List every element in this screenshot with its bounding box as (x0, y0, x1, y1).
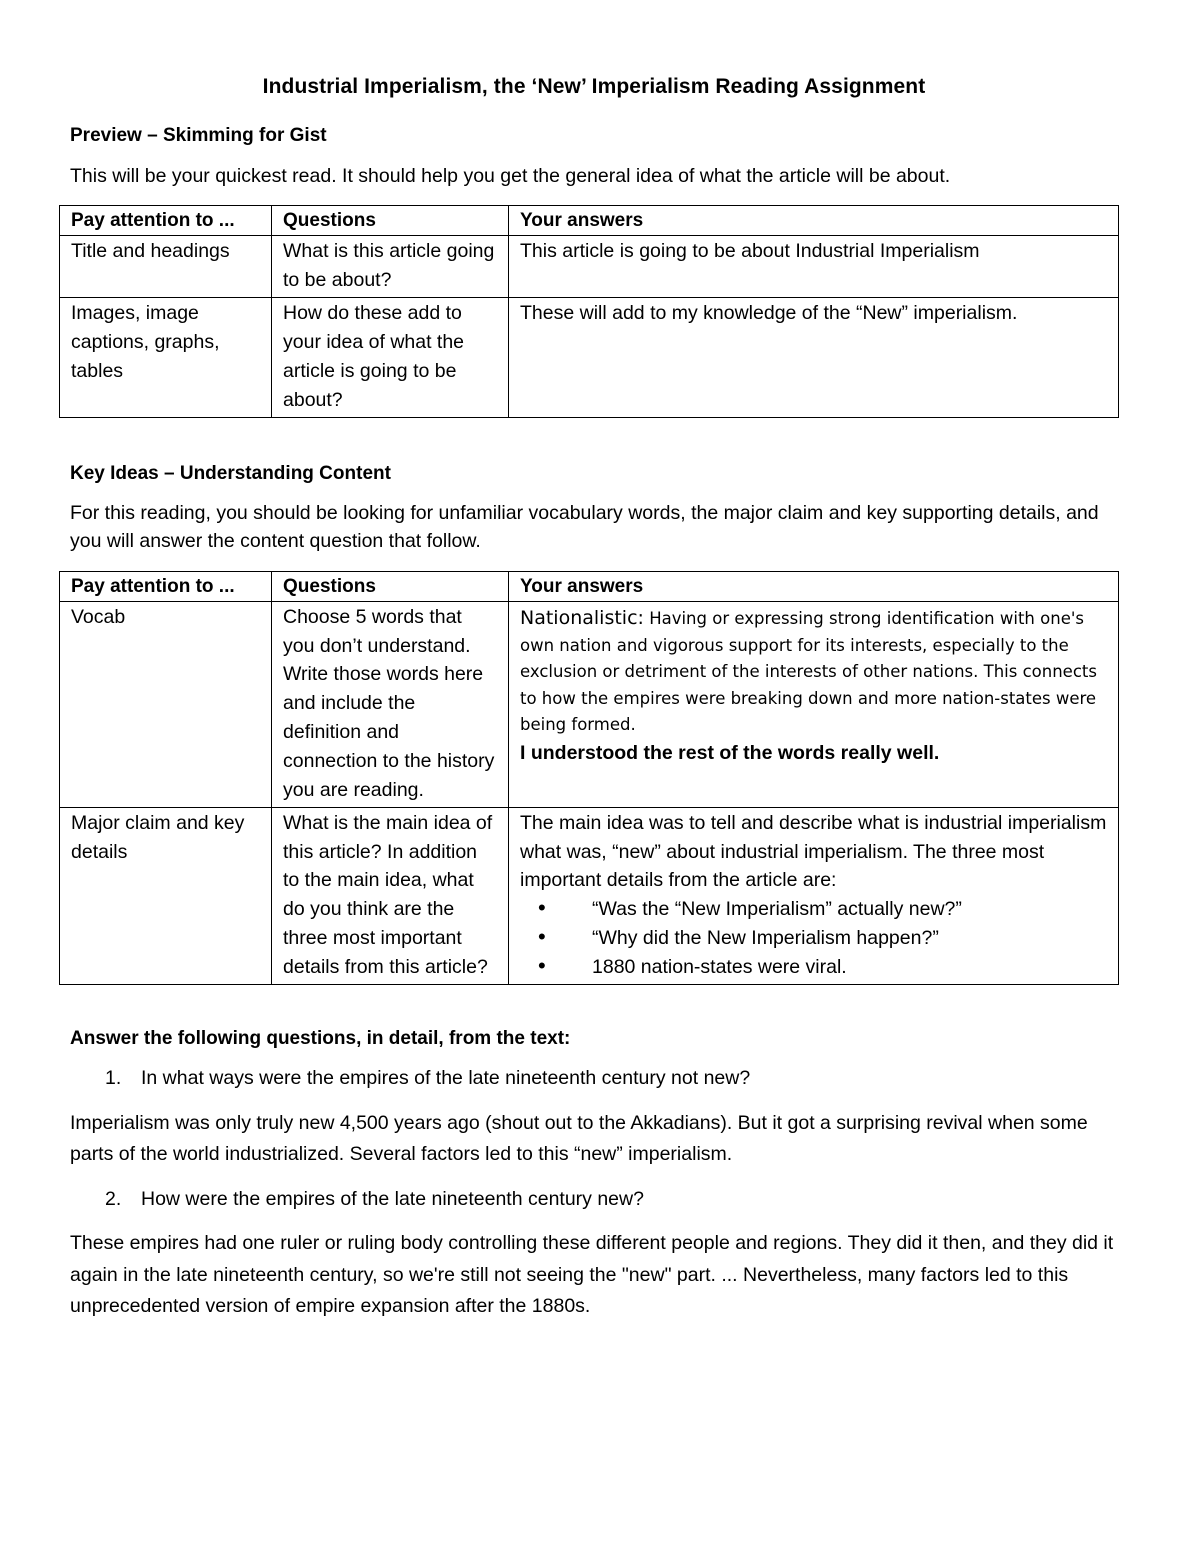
header-answers: Your answers (509, 571, 1119, 601)
question-number: 1. (105, 1067, 122, 1090)
vocab-term: Nationalistic: (520, 606, 644, 629)
cell-question: What is this article going to be about? (272, 236, 509, 298)
table-header-row (60, 571, 1119, 601)
cell-attention: Images, image captions, graphs, tables (60, 298, 272, 417)
table-row (60, 601, 1119, 807)
vocab-note: I understood the rest of the words really well. (520, 741, 940, 764)
header-questions: Questions (272, 206, 509, 236)
cell-attention: Vocab (60, 601, 272, 807)
cell-answer (509, 807, 1119, 984)
cell-question: What is the main idea of this article? In addition to the main idea, what do you think are the three most important details from this article? (272, 807, 509, 984)
table-header-row (60, 206, 1119, 236)
cell-answer: These will add to my knowledge of the “New” imperialism. (509, 298, 1119, 417)
answer-2: These empires had one ruler or ruling body controlling these different people and regions. They did it then, and they did it again in the late nineteenth century, so we're still not seeing the "new" part. ... Nevertheless, many factors led to this unprecedented version of empire expansion after the 1880s. (70, 1232, 1114, 1317)
cell-attention: Major claim and key details (60, 807, 272, 984)
question-item (70, 1064, 1118, 1092)
cell-question: How do these add to your idea of what the article is going to be about? (272, 298, 509, 417)
preview-table (59, 205, 1119, 417)
vocab-definition: Having or expressing strong identification with one's own nation and vigorous support for its interests, especially to the exclusion or detriment of the interests of other nations. This connects to how the empires were breaking down and more nation-states were being formed. (520, 608, 1097, 735)
key-ideas-heading: Key Ideas – Understanding Content (70, 462, 391, 484)
document-title: Industrial Imperialism, the ‘New’ Imperialism Reading Assignment (262, 75, 926, 98)
list-item: • “Was the “New Imperialism” actually new?” (592, 895, 1108, 924)
question-1 (70, 1064, 1118, 1092)
questions-heading: Answer the following questions, in detail, from the text: (70, 1027, 571, 1049)
main-idea-text: The main idea was to tell and describe what is industrial imperialism what was, “new” about industrial imperialism. The three most important details from the article are: (520, 811, 1107, 892)
preview-intro: This will be your quickest read. It should help you get the general idea of what the article will be about. (70, 164, 951, 187)
preview-heading: Preview – Skimming for Gist (70, 125, 327, 147)
table-row (60, 807, 1119, 984)
details-list (520, 895, 1108, 982)
document-page (70, 72, 1118, 1337)
key-ideas-table (59, 571, 1119, 985)
header-questions: Questions (272, 571, 509, 601)
cell-attention: Title and headings (60, 236, 272, 298)
table-row (60, 236, 1119, 298)
table-row (60, 298, 1119, 417)
cell-answer (509, 601, 1119, 807)
vocab-entry (520, 603, 1108, 739)
question-item (70, 1185, 1118, 1213)
cell-question: Choose 5 words that you don’t understand. Write those words here and include the definition and connection to the history you are reading. (272, 601, 509, 807)
list-item: • “Why did the New Imperialism happen?” (592, 924, 1108, 953)
question-2 (70, 1185, 1118, 1213)
header-attention: Pay attention to ... (60, 206, 272, 236)
key-ideas-intro: For this reading, you should be looking for unfamiliar vocabulary words, the major claim and key supporting details, and you will answer the content question that follow. (70, 502, 1099, 553)
question-text: How were the empires of the late nineteenth century new? (141, 1188, 644, 1211)
header-answers: Your answers (509, 206, 1119, 236)
answer-1: Imperialism was only truly new 4,500 years ago (shout out to the Akkadians). But it got a surprising revival when some parts of the world industrialized. Several factors led to this “new” imperialism. (70, 1111, 1088, 1165)
header-attention: Pay attention to ... (60, 571, 272, 601)
cell-answer: This article is going to be about Industrial Imperialism (509, 236, 1119, 298)
list-item: • 1880 nation-states were viral. (592, 953, 1108, 982)
question-text: In what ways were the empires of the late nineteenth century not new? (141, 1067, 751, 1090)
question-number: 2. (105, 1188, 122, 1211)
